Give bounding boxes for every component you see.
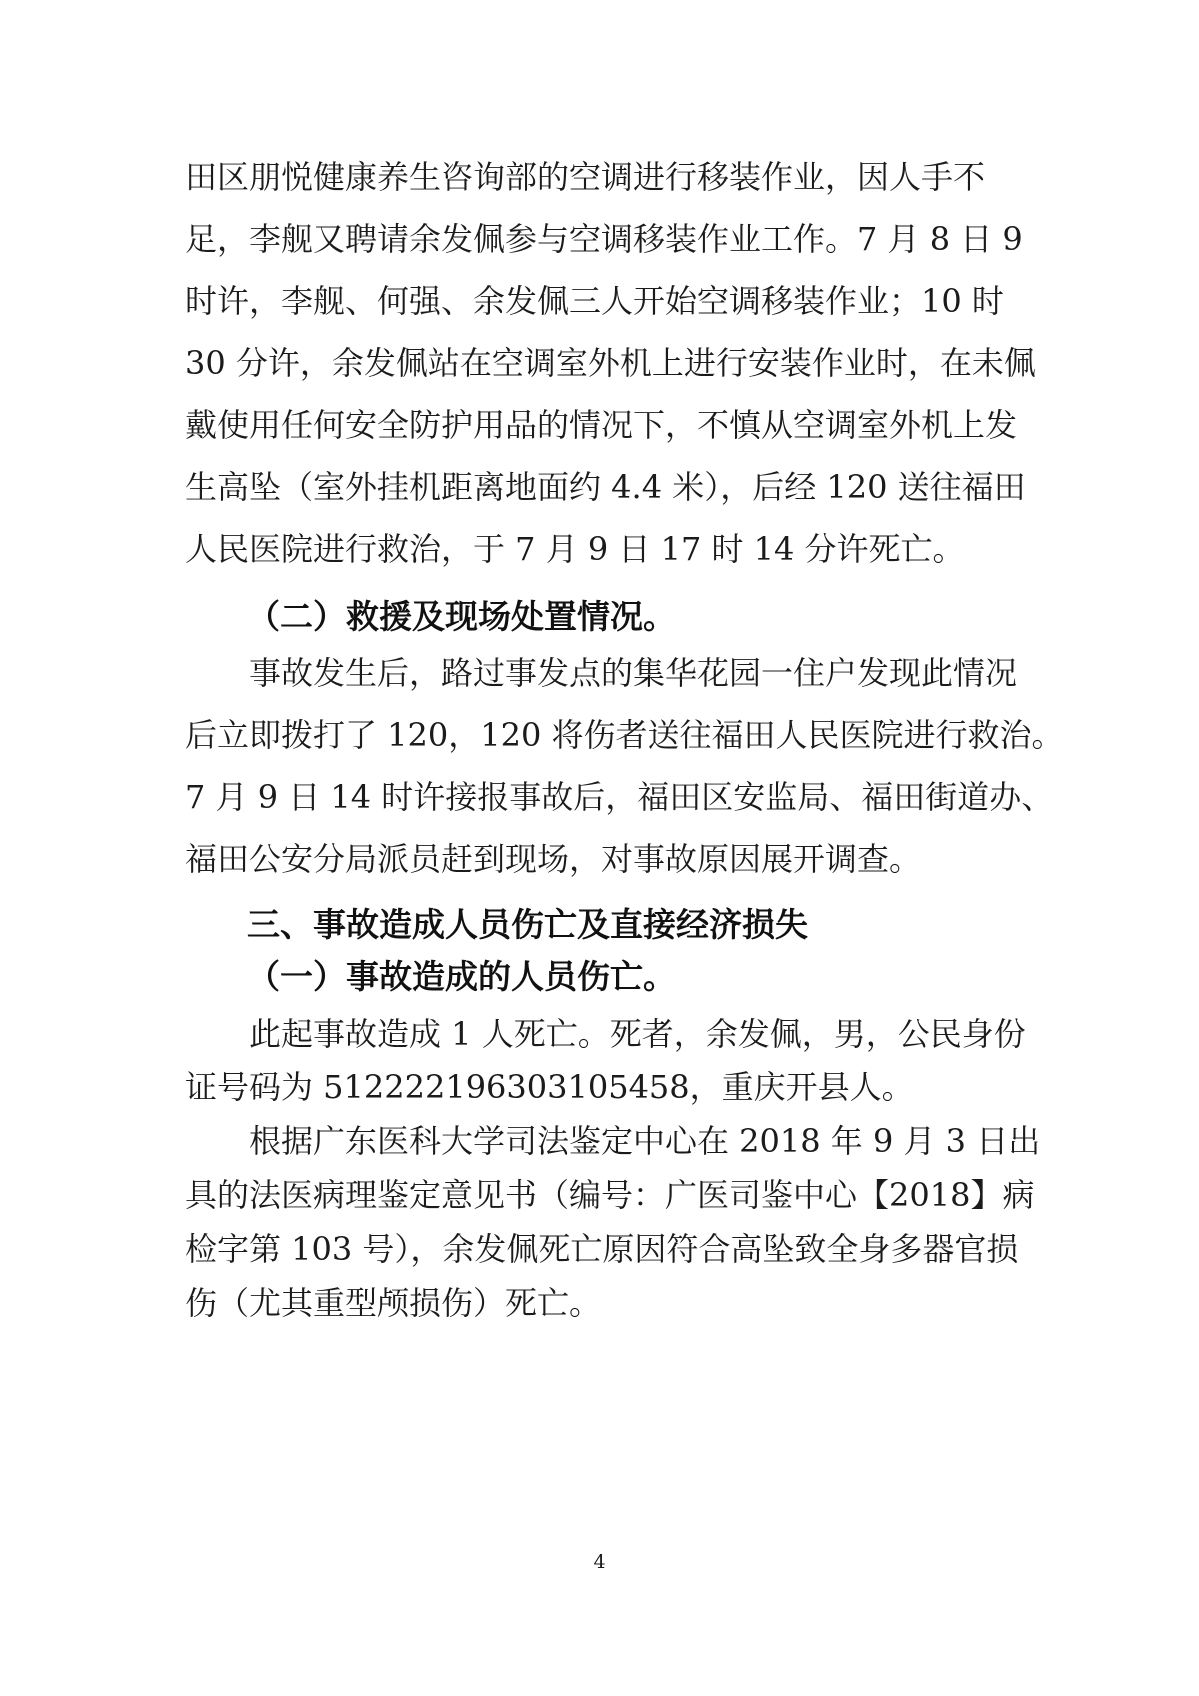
page-number: 4 [593, 1551, 606, 1573]
body-line: 此起事故造成 1 人死亡。死者，余发佩，男，公民身份 [249, 1015, 1026, 1053]
body-line: 人民医院进行救治，于 7 月 9 日 17 时 14 分许死亡。 [185, 530, 965, 568]
body-line: 根据广东医科大学司法鉴定中心在 2018 年 9 月 3 日出 [249, 1122, 1041, 1160]
body-line: 生高坠（室外挂机距离地面约 4.4 米），后经 120 送往福田 [185, 468, 1026, 506]
body-line: 足，李舰又聘请余发佩参与空调移装作业工作。7 月 8 日 9 [185, 220, 1023, 258]
paragraph-rescue-details [185, 642, 1064, 890]
body-line: 具的法医病理鉴定意见书（编号：广医司鉴中心【2018】病 [185, 1176, 1035, 1214]
body-line: 福田公安分局派员赶到现场，对事故原因展开调查。 [185, 840, 922, 878]
body-line: 30 分许，余发佩站在空调室外机上进行安装作业时，在未佩 [185, 344, 1036, 382]
body-line: 事故发生后，路过事发点的集华花园一住户发现此情况 [249, 654, 1018, 692]
heading-rescue-and-scene-handling: （二）救援及现场处置情况。 [247, 597, 676, 636]
heading-casualties-caused: （一）事故造成的人员伤亡。 [247, 957, 676, 996]
paragraph-accident-course [185, 146, 1036, 580]
body-line: 戴使用任何安全防护用品的情况下，不慎从空调室外机上发 [185, 406, 1018, 444]
body-line: 证号码为 512222196303105458，重庆开县人。 [185, 1068, 914, 1106]
body-line: 检字第 103 号），余发佩死亡原因符合高坠致全身多器官损 [185, 1230, 1019, 1268]
body-line: 伤（尤其重型颅损伤）死亡。 [185, 1284, 602, 1322]
body-line: 田区朋悦健康养生咨询部的空调进行移装作业，因人手不 [185, 158, 986, 196]
paragraph-forensic-opinion [185, 1114, 1041, 1330]
body-line: 时许，李舰、何强、余发佩三人开始空调移装作业；10 时 [185, 282, 1004, 320]
body-line: 后立即拨打了 120，120 将伤者送往福田人民医院进行救治。 [185, 716, 1064, 754]
paragraph-deceased-identity [185, 1008, 1026, 1114]
heading-casualties-and-economic-loss: 三、事故造成人员伤亡及直接经济损失 [247, 905, 808, 944]
body-line: 7 月 9 日 14 时许接报事故后，福田区安监局、福田街道办、 [185, 778, 1054, 816]
